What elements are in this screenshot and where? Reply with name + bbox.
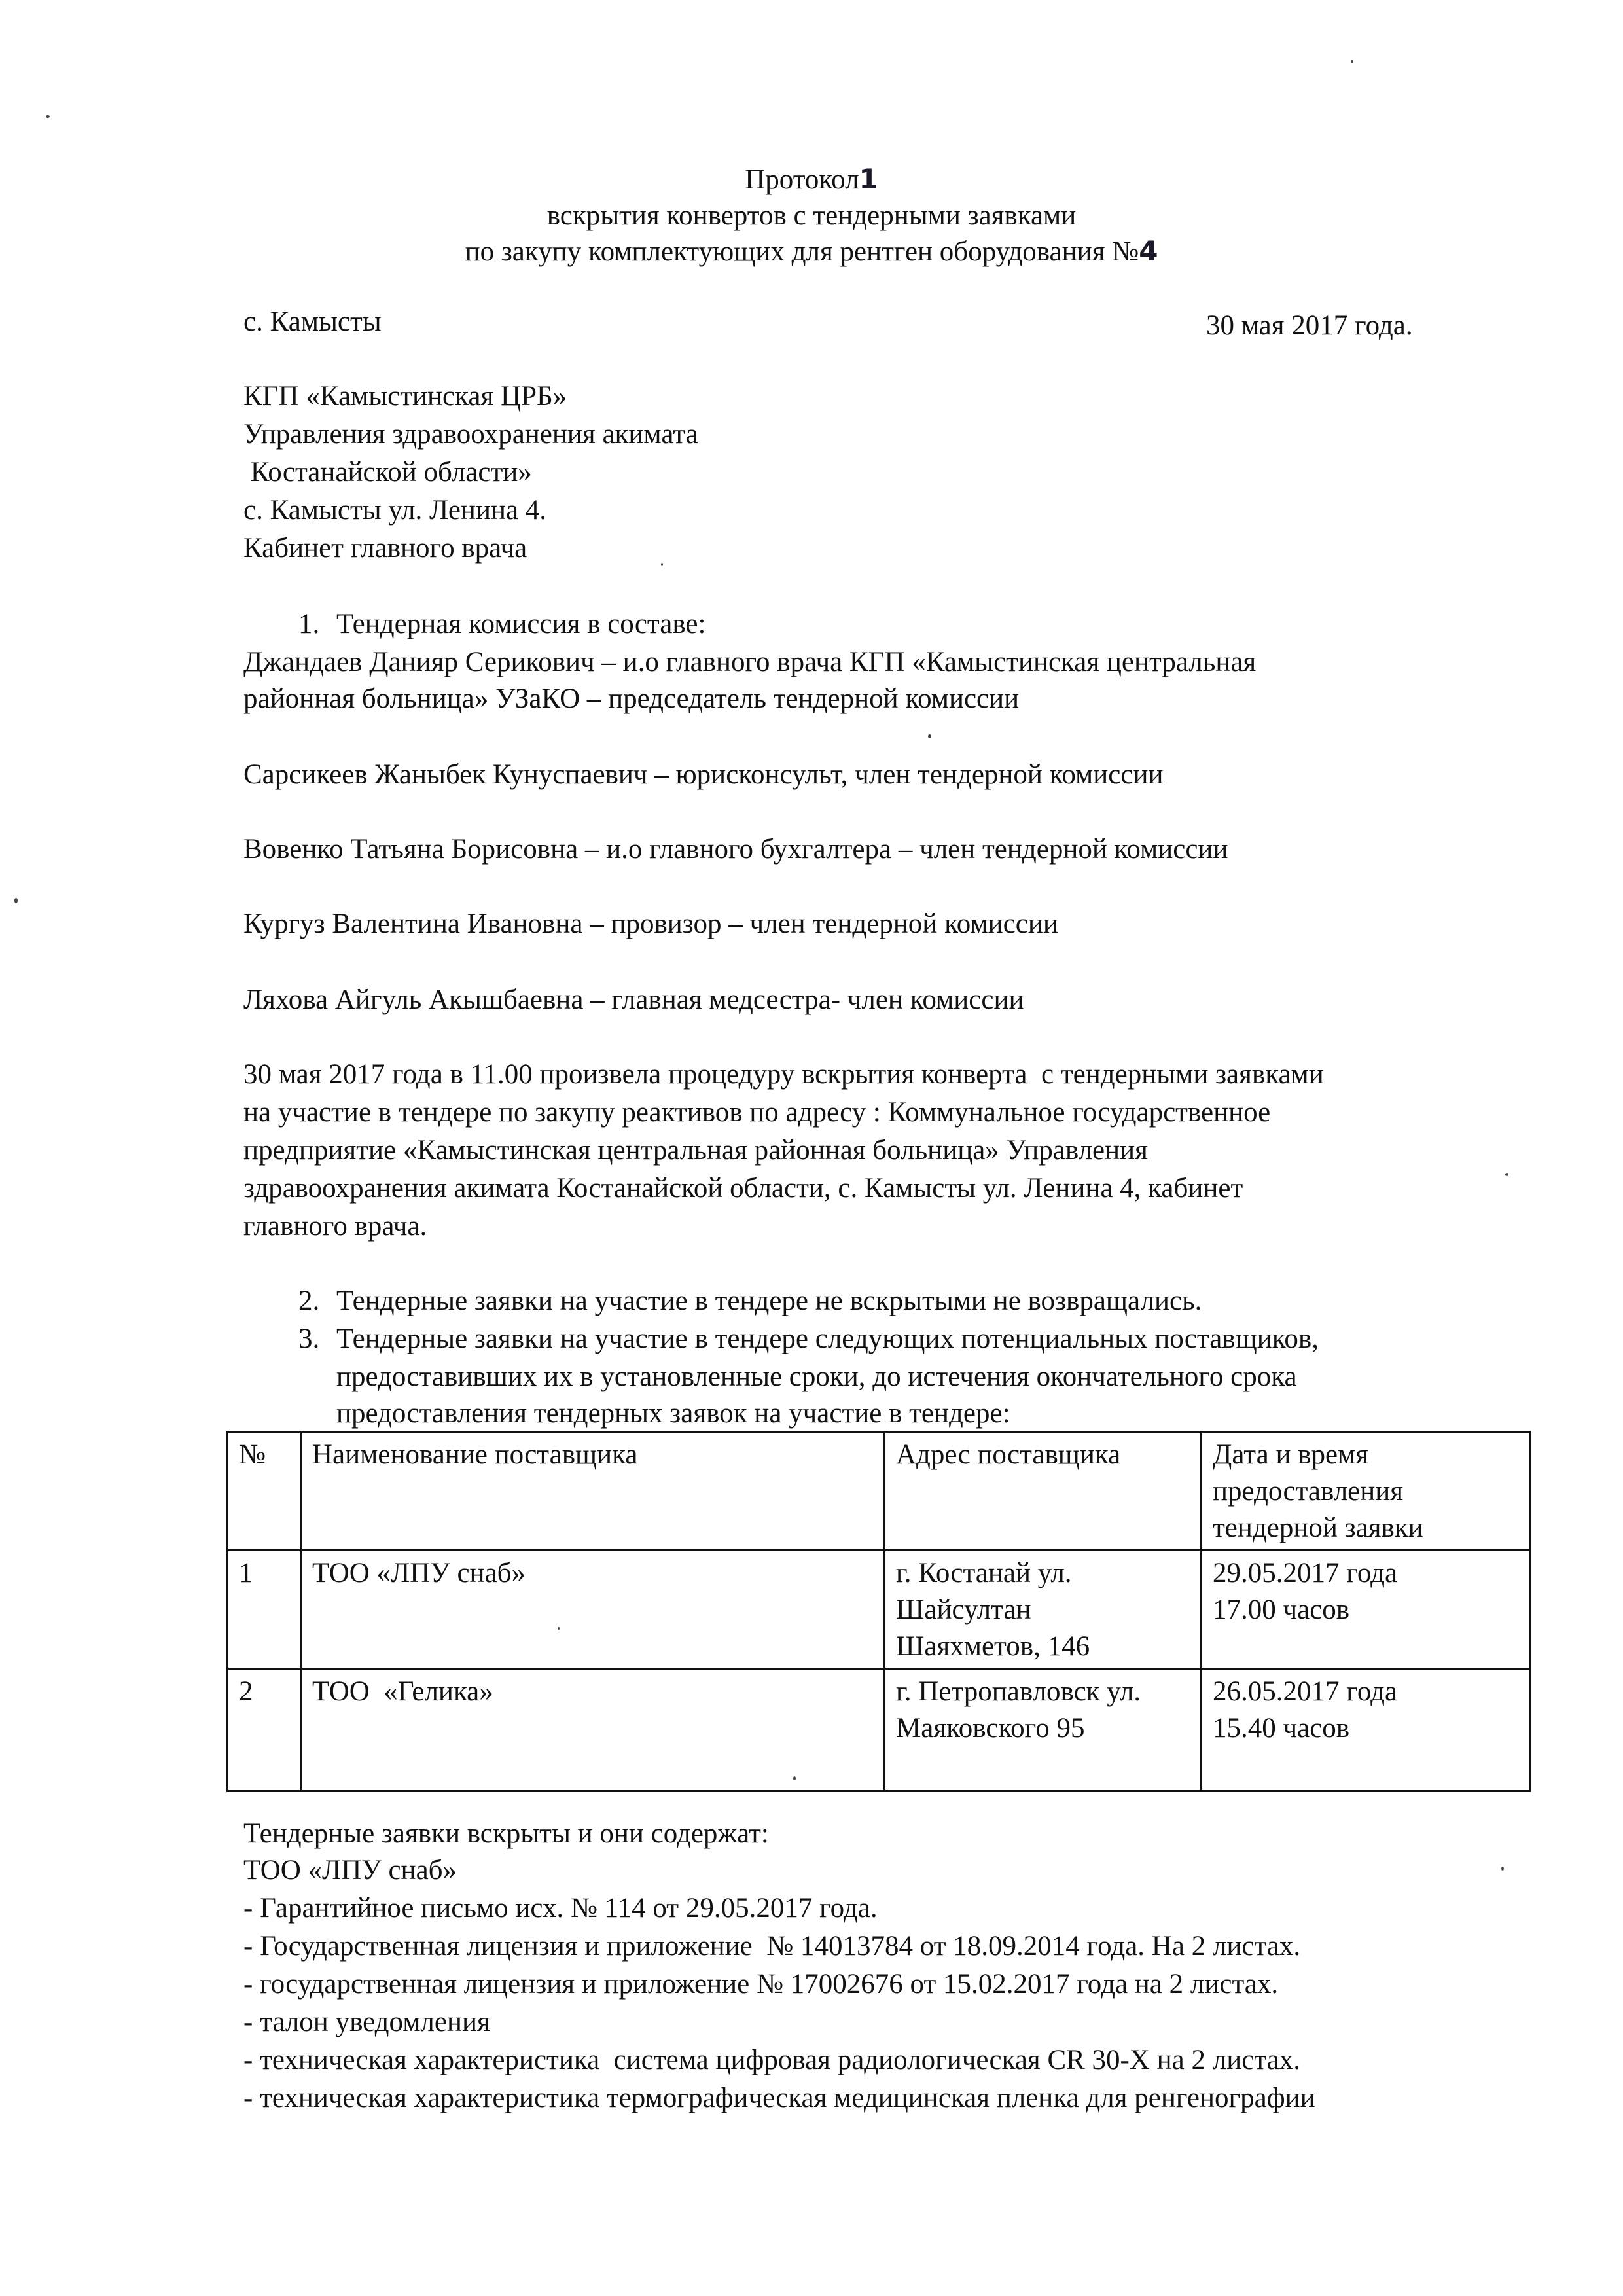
title-line-3-text: по закупу комплектующих для рентген оборудования № bbox=[465, 236, 1139, 267]
section-3-number: 3. bbox=[298, 1323, 320, 1354]
commission-member-line: районная больница» УЗаКО – председатель тендерной комиссии bbox=[243, 683, 1020, 714]
commission-member-line: Сарсикеев Жаныбек Кунуспаевич – юрисконсульт, член тендерной комиссии bbox=[243, 759, 1164, 790]
scan-speck bbox=[1505, 1173, 1508, 1176]
title-line-3 bbox=[0, 233, 1623, 270]
contents-item: - техническая характеристика система цифровая радиологическая CR 30-X на 2 листах. bbox=[243, 2045, 1300, 2075]
scan-speck bbox=[14, 898, 18, 903]
procedure-line: 30 мая 2017 года в 11.00 произвела процедуру вскрытия конверта с тендерными заявками bbox=[243, 1059, 1324, 1090]
title-line-2: вскрытия конвертов с тендерными заявками bbox=[546, 200, 1077, 231]
table-header-cell: № bbox=[228, 1432, 301, 1551]
section-2-text: Тендерные заявки на участие в тендере не вскрытыми не возвращались. bbox=[336, 1285, 1202, 1316]
commission-member-line: Джандаев Данияр Серикович – и.о главного врача КГП «Камыстинская центральная bbox=[243, 647, 1257, 677]
table-header-cell: Наименование поставщика bbox=[301, 1432, 885, 1551]
supplier-name-cell: ТОО «Гелика» bbox=[301, 1669, 885, 1791]
scan-speck bbox=[661, 563, 663, 566]
submission-datetime-cell: 26.05.2017 года 15.40 часов bbox=[1202, 1669, 1530, 1791]
org-line: Управления здравоохранения акимата bbox=[243, 419, 698, 450]
contents-item: - Государственная лицензия и приложение № 14013784 от 18.09.2014 года. На 2 листах. bbox=[243, 1931, 1301, 1962]
supplier-address-cell: г. Костанай ул. Шайсултан Шаяхметов, 146 bbox=[885, 1551, 1202, 1669]
supplier-address-cell: г. Петропавловск ул. Маяковского 95 bbox=[885, 1669, 1202, 1791]
contents-item: - талон уведомления bbox=[243, 2007, 490, 2037]
row-number-cell: 1 bbox=[228, 1551, 301, 1669]
contents-supplier: ТОО «ЛПУ снаб» bbox=[243, 1855, 457, 1886]
procedure-line: главного врача. bbox=[243, 1211, 427, 1242]
table-row bbox=[228, 1551, 1530, 1669]
section-2-number: 2. bbox=[298, 1285, 320, 1316]
table-header-cell: Дата и время предоставления тендерной заявки bbox=[1202, 1432, 1530, 1551]
place: с. Камысты bbox=[243, 306, 382, 337]
date: 30 мая 2017 года. bbox=[1206, 310, 1413, 341]
scan-speck bbox=[558, 1627, 560, 1630]
supplier-name-cell: ТОО «ЛПУ снаб» bbox=[301, 1551, 885, 1669]
contents-item: - Гарантийное письмо исх. № 114 от 29.05.2017 года. bbox=[243, 1893, 878, 1924]
org-line: с. Камысты ул. Ленина 4. bbox=[243, 495, 547, 526]
table-header-row bbox=[228, 1432, 1530, 1551]
section-3-line: Тендерные заявки на участие в тендере следующих потенциальных поставщиков, bbox=[336, 1323, 1319, 1354]
scan-speck bbox=[1351, 60, 1353, 63]
scan-speck bbox=[46, 115, 50, 118]
row-number-cell: 2 bbox=[228, 1669, 301, 1791]
section-3-line: предоставления тендерных заявок на участие в тендере: bbox=[336, 1398, 1010, 1429]
document-title bbox=[0, 161, 1623, 198]
handwritten-tender-number: 4 bbox=[1139, 235, 1158, 267]
title-text: Протокол bbox=[745, 164, 859, 195]
handwritten-protocol-number: 1 bbox=[859, 163, 878, 195]
org-line: КГП «Камыстинская ЦРБ» bbox=[243, 381, 567, 412]
procedure-line: предприятие «Камыстинская центральная районная больница» Управления bbox=[243, 1135, 1148, 1166]
suppliers-table bbox=[226, 1431, 1531, 1792]
table-header-cell: Адрес поставщика bbox=[885, 1432, 1202, 1551]
org-line: Костанайской области» bbox=[243, 457, 532, 488]
scan-speck bbox=[1501, 1867, 1504, 1871]
procedure-line: здравоохранения акимата Костанайской области, с. Камысты ул. Ленина 4, кабинет bbox=[243, 1173, 1243, 1204]
commission-member-line: Вовенко Татьяна Борисовна – и.о главного бухгалтера – член тендерной комиссии bbox=[243, 834, 1228, 865]
scan-speck bbox=[928, 734, 931, 738]
contents-item: - государственная лицензия и приложение № 17002676 от 15.02.2017 года на 2 листах. bbox=[243, 1969, 1279, 2000]
table-row bbox=[228, 1669, 1530, 1791]
org-line: Кабинет главного врача bbox=[243, 533, 527, 564]
submission-datetime-cell: 29.05.2017 года 17.00 часов bbox=[1202, 1551, 1530, 1669]
contents-intro: Тендерные заявки вскрыты и они содержат: bbox=[243, 1818, 769, 1849]
section-3-line: предоставивших их в установленные сроки, до истечения окончательного срока bbox=[336, 1361, 1297, 1392]
commission-member-line: Кургуз Валентина Ивановна – провизор – член тендерной комиссии bbox=[243, 908, 1058, 939]
commission-member-line: Ляхова Айгуль Акышбаевна – главная медсестра- член комиссии bbox=[243, 984, 1024, 1015]
section-1-heading: Тендерная комиссия в составе: bbox=[336, 609, 706, 639]
procedure-line: на участие в тендере по закупу реактивов по адресу : Коммунальное государственное bbox=[243, 1097, 1271, 1128]
section-1-number: 1. bbox=[298, 609, 320, 639]
contents-item: - техническая характеристика термографическая медицинская пленка для ренгенографии bbox=[243, 2083, 1315, 2113]
scan-speck bbox=[793, 1776, 796, 1780]
